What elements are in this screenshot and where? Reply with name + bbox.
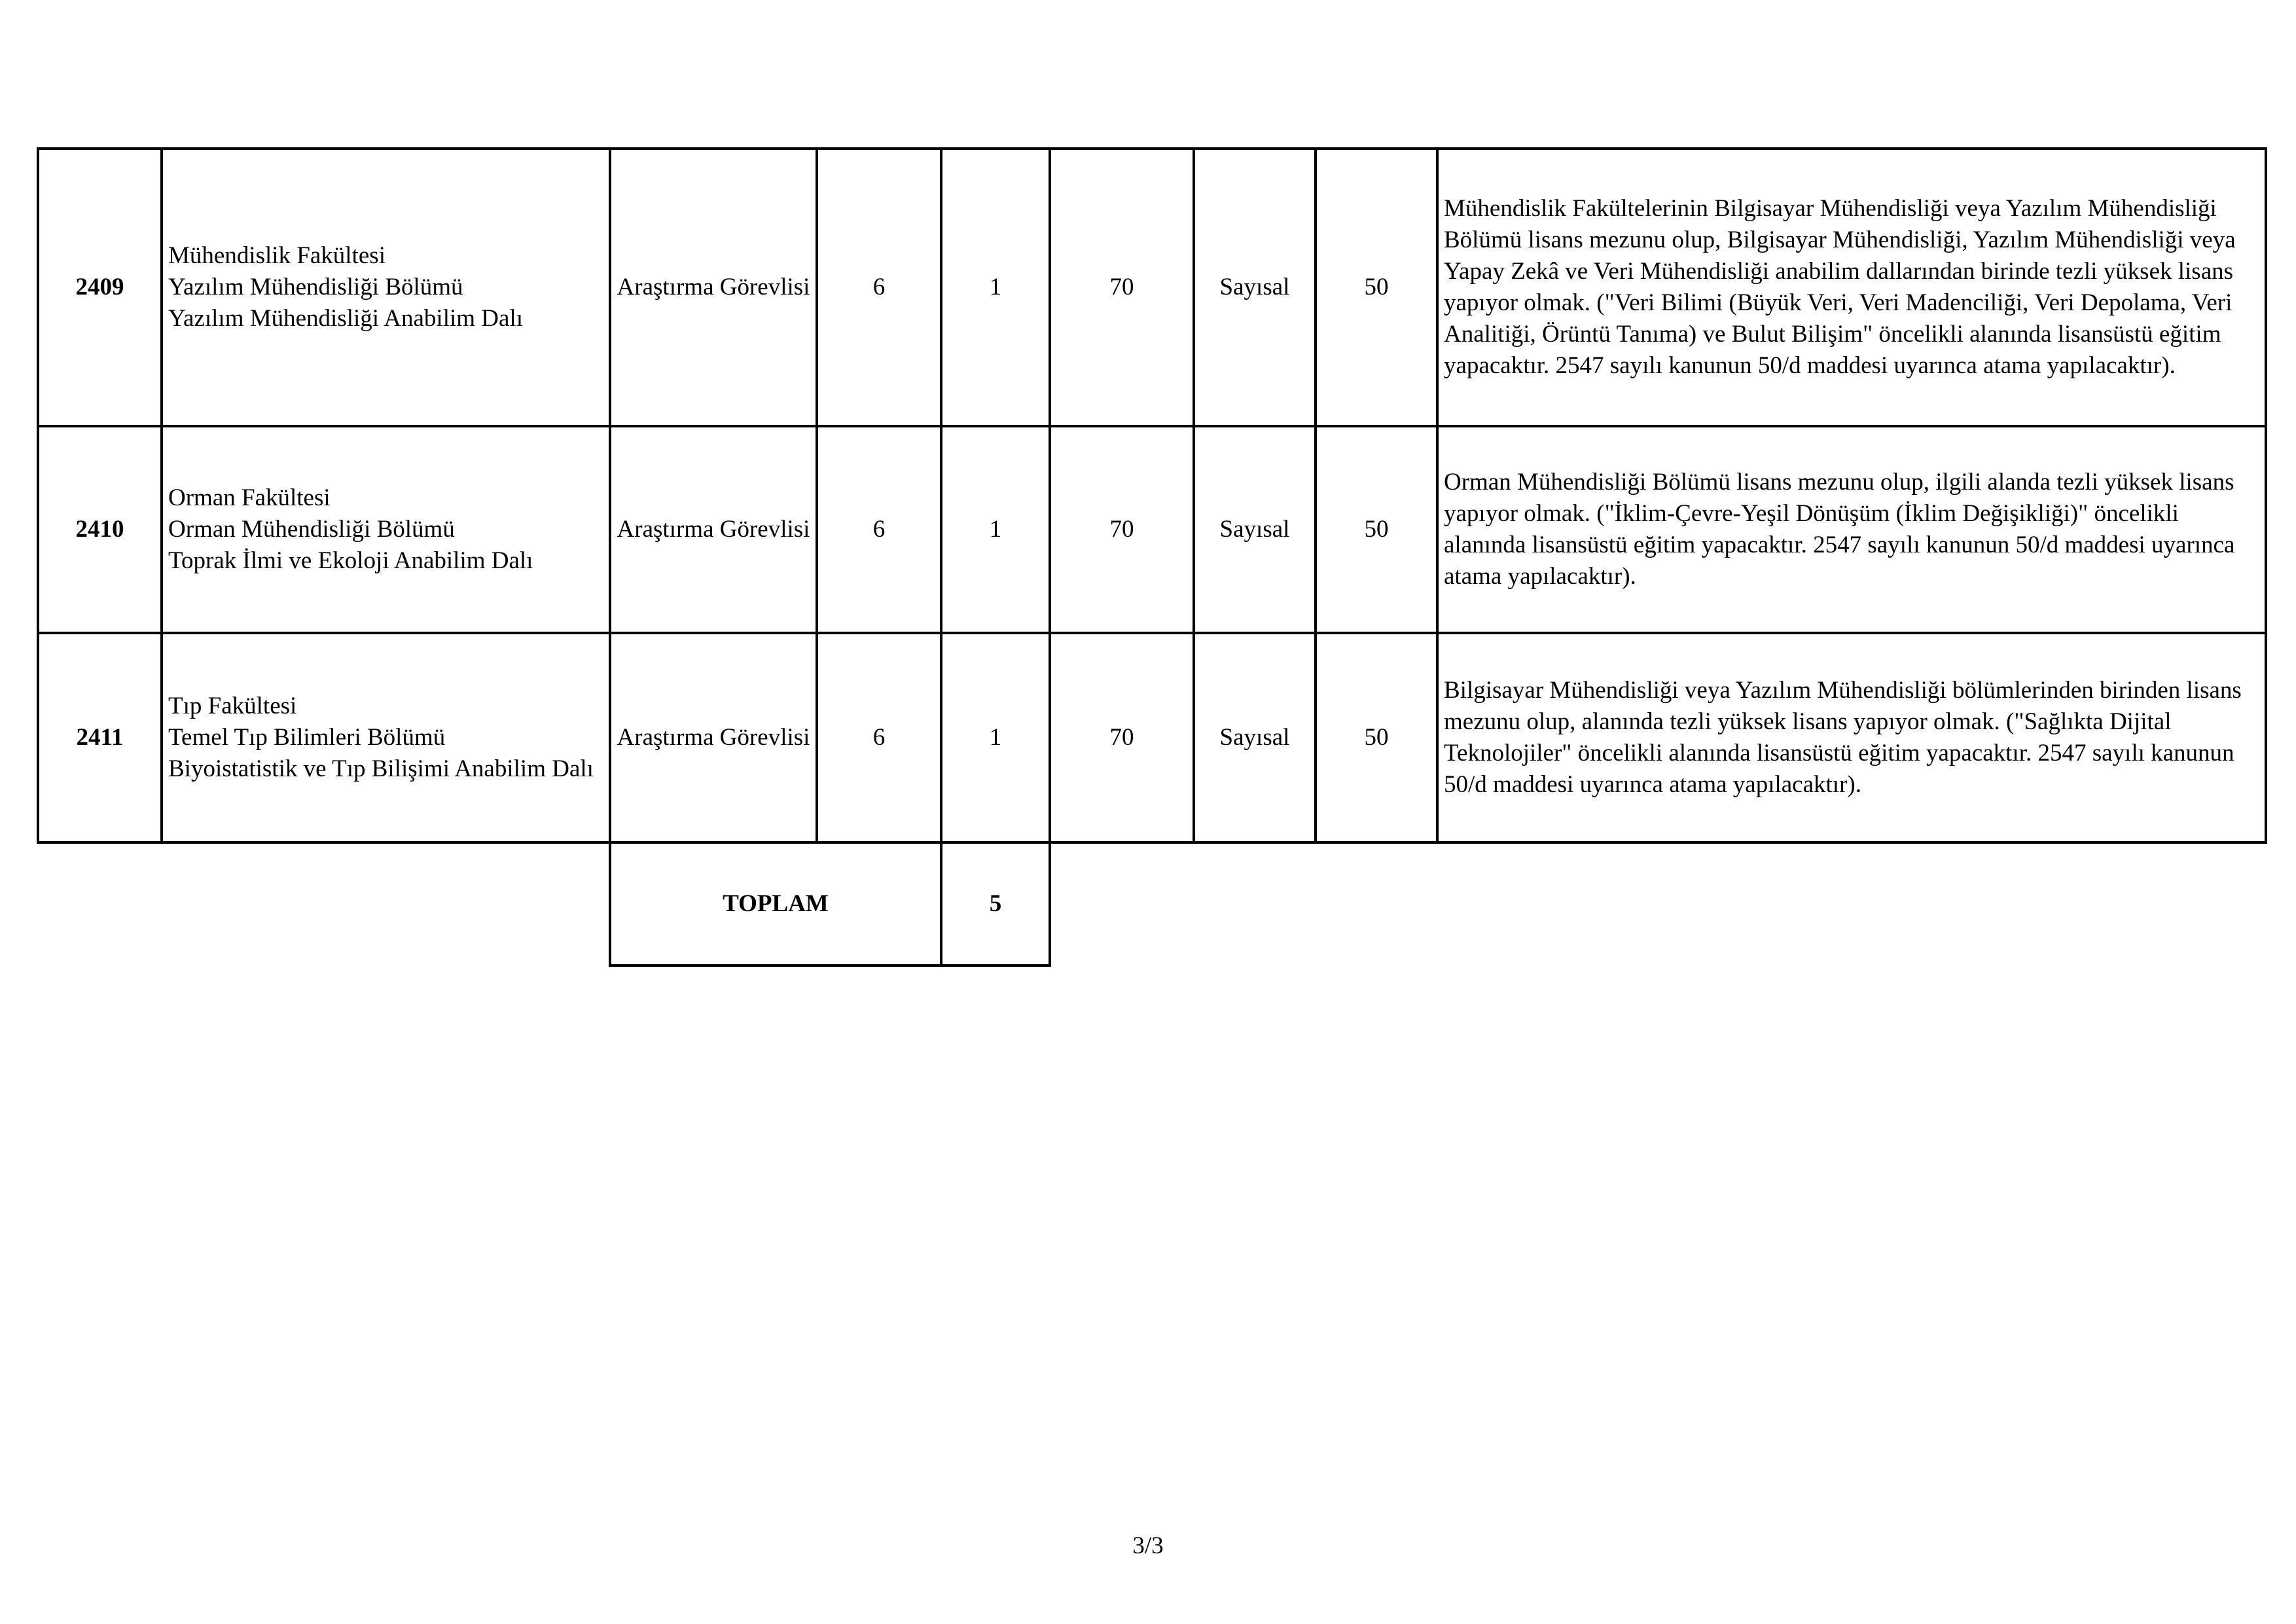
division-name: Yazılım Mühendisliği Anabilim Dalı xyxy=(168,305,523,332)
department-name: Temel Tıp Bilimleri Bölümü xyxy=(168,724,446,751)
ales-type: Sayısal xyxy=(1194,633,1316,842)
table-row xyxy=(38,633,2266,842)
description-line: Bölümü lisans mezunu olup, Bilgisayar Mühendisliği, Yazılım Mühendisliği veya xyxy=(1444,226,2236,253)
positions-table xyxy=(37,147,2267,967)
description-line: mezunu olup, alanında tezli yüksek lisans yapıyor olmak. ("Sağlıkta Dijital xyxy=(1444,708,2172,735)
language-score: 50 xyxy=(1316,633,1437,842)
position-code: 2409 xyxy=(38,149,162,426)
faculty-name: Mühendislik Fakültesi xyxy=(168,242,386,269)
total-value: 5 xyxy=(941,842,1050,965)
requirements-description xyxy=(1437,633,2266,842)
language-score: 50 xyxy=(1316,426,1437,633)
faculty-name: Tıp Fakültesi xyxy=(168,693,297,719)
description-line: alanında lisansüstü eğitim yapacaktır. 2547 sayılı kanunun 50/d maddesi uyarınca xyxy=(1444,532,2235,558)
ales-score: 70 xyxy=(1050,633,1194,842)
degree: 6 xyxy=(817,426,941,633)
position-title: Araştırma Görevlisi xyxy=(610,149,817,426)
description-line: yapacaktır. 2547 sayılı kanunun 50/d maddesi uyarınca atama yapılacaktır). xyxy=(1444,352,2176,379)
page-number: 3/3 xyxy=(1132,1532,1164,1559)
position-code: 2411 xyxy=(38,633,162,842)
position-title: Araştırma Görevlisi xyxy=(610,633,817,842)
total-row xyxy=(38,842,2266,965)
description-line: Mühendislik Fakültelerinin Bilgisayar Mühendisliği veya Yazılım Mühendisliği xyxy=(1444,195,2217,222)
position-count: 1 xyxy=(941,633,1050,842)
description-line: 50/d maddesi uyarınca atama yapılacaktır). xyxy=(1444,771,1861,798)
division-name: Toprak İlmi ve Ekoloji Anabilim Dalı xyxy=(168,547,533,574)
division-name: Biyoistatistik ve Tıp Bilişimi Anabilim Dalı xyxy=(168,755,594,782)
requirements-description xyxy=(1437,149,2266,426)
table-row xyxy=(38,149,2266,426)
description-line: Analitiği, Örüntü Tanıma) ve Bulut Bilişim" öncelikli alanında lisansüstü eğitim xyxy=(1444,321,2221,348)
description-line: yapıyor olmak. ("Veri Bilimi (Büyük Veri, Veri Madenciliği, Veri Depolama, Veri xyxy=(1444,289,2233,316)
department-name: Yazılım Mühendisliği Bölümü xyxy=(168,274,463,300)
ales-score: 70 xyxy=(1050,426,1194,633)
ales-type: Sayısal xyxy=(1194,149,1316,426)
language-score: 50 xyxy=(1316,149,1437,426)
position-count: 1 xyxy=(941,426,1050,633)
degree: 6 xyxy=(817,633,941,842)
description-line: Bilgisayar Mühendisliği veya Yazılım Mühendisliği bölümlerinden birinden lisans xyxy=(1444,677,2242,704)
description-line: atama yapılacaktır). xyxy=(1444,563,1636,590)
requirements-description xyxy=(1437,426,2266,633)
description-line: Teknolojiler" öncelikli alanında lisansüstü eğitim yapacaktır. 2547 sayılı kanunun xyxy=(1444,740,2234,767)
description-line: Yapay Zekâ ve Veri Mühendisliği anabilim dallarından birinde tezli yüksek lisans xyxy=(1444,258,2234,285)
description-line: Orman Mühendisliği Bölümü lisans mezunu olup, ilgili alanda tezli yüksek lisans xyxy=(1444,469,2234,496)
position-code: 2410 xyxy=(38,426,162,633)
unit-name xyxy=(162,149,610,426)
ales-score: 70 xyxy=(1050,149,1194,426)
faculty-name: Orman Fakültesi xyxy=(168,484,331,511)
department-name: Orman Mühendisliği Bölümü xyxy=(168,516,455,543)
total-label: TOPLAM xyxy=(610,842,941,965)
unit-name xyxy=(162,633,610,842)
unit-name xyxy=(162,426,610,633)
table-row xyxy=(38,426,2266,633)
position-title: Araştırma Görevlisi xyxy=(610,426,817,633)
position-count: 1 xyxy=(941,149,1050,426)
degree: 6 xyxy=(817,149,941,426)
description-line: yapıyor olmak. ("İklim-Çevre-Yeşil Dönüşüm (İklim Değişikliği)" öncelikli xyxy=(1444,500,2179,527)
ales-type: Sayısal xyxy=(1194,426,1316,633)
